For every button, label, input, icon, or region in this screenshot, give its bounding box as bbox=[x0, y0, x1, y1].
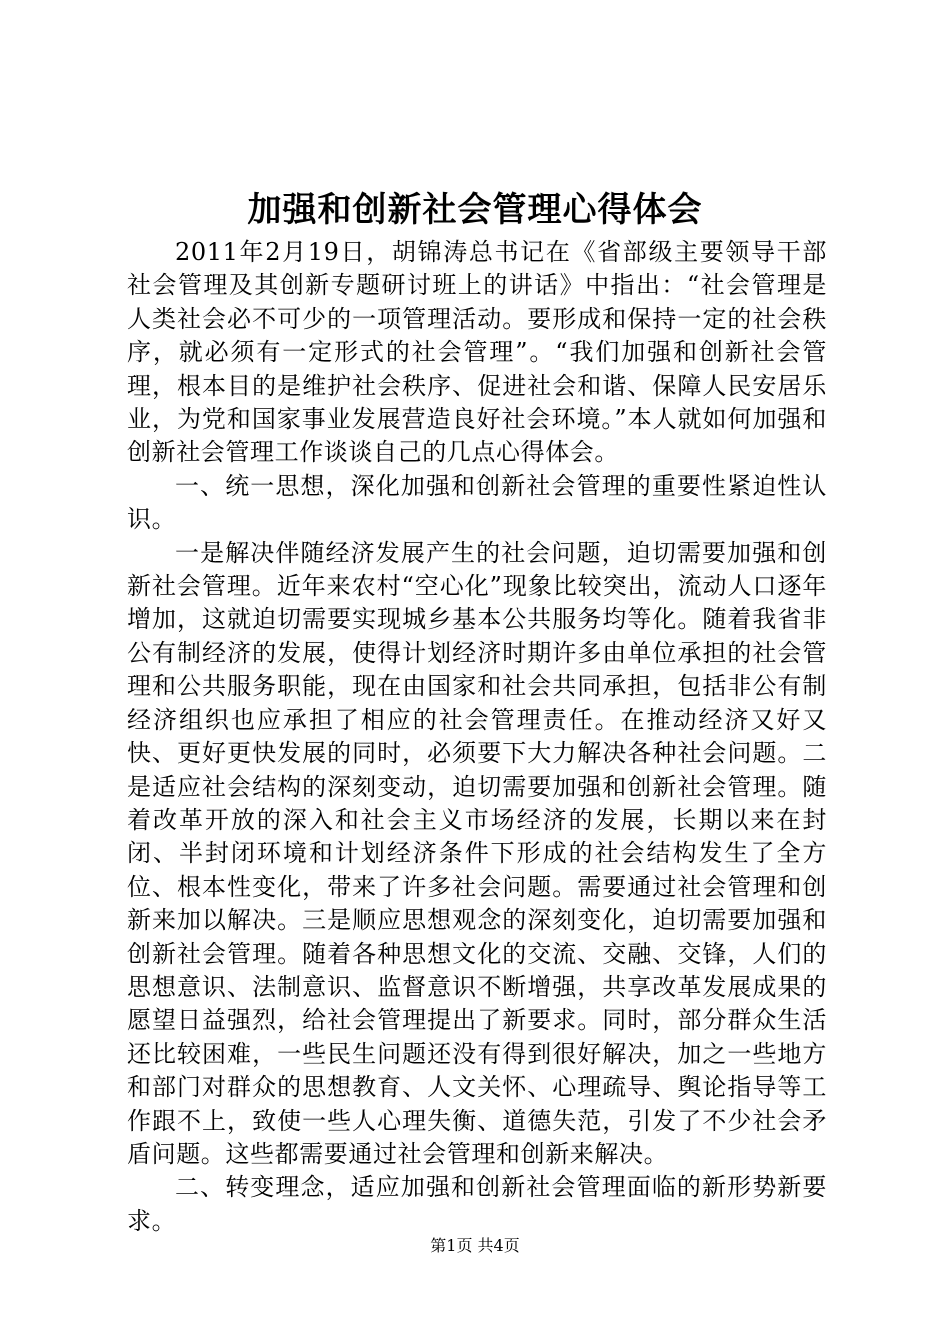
paragraph-intro: 2011年2月19日，胡锦涛总书记在《省部级主要领导干部社会管理及其创新专题研讨班上的讲话》中指出：“社会管理是人类社会必不可少的一项管理活动。要形成和保持一定的社会秩序，就必须有一定形式的社会管理”。“我们加强和创新社会管理，根本目的是维护社会秩序、促进社会和谐、保障人民安居乐业，为党和国家事业发展营造良好社会环境。”本人就如何加强和创新社会管理工作谈谈自己的几点心得体会。 bbox=[127, 238, 827, 467]
document-body bbox=[127, 236, 827, 1238]
paragraph-section-2-heading: 二、转变理念，适应加强和创新社会管理面临的新形势新要求。 bbox=[127, 1173, 827, 1235]
document-title: 加强和创新社会管理心得体会 bbox=[247, 190, 703, 230]
paragraph-section-1-heading: 一、统一思想，深化加强和创新社会管理的重要性紧迫性认识。 bbox=[127, 471, 827, 534]
paragraph-section-1-body: 一是解决伴随经济发展产生的社会问题，迫切需要加强和创新社会管理。近年来农村“空心化”现象比较突出，流动人口逐年增加，这就迫切需要实现城乡基本公共服务均等化。随着我省非公有制经济的发展，使得计划经济时期许多由单位承担的社会管理和公共服务职能，现在由国家和社会共同承担，包括非公有制经济组织也应承担了相应的社会管理责任。在推动经济又好又快、更好更快发展的同时，必须要下大力解决各种社会问题。二是适应社会结构的深刻变动，迫切需要加强和创新社会管理。随着改革开放的深入和社会主义市场经济的发展，长期以来在封闭、半封闭环境和计划经济条件下形成的社会结构发生了全方位、根本性变化，带来了许多社会问题。需要通过社会管理和创新来加以解决。三是顺应思想观念的深刻变化，迫切需要加强和创新社会管理。随着各种思想文化的交流、交融、交锋，人们的思想意识、法制意识、监督意识不断增强，共享改革发展成果的愿望日益强烈，给社会管理提出了新要求。同时，部分群众生活还比较困难，一些民生问题还没有得到很好解决，加之一些地方和部门对群众的思想教育、人文关怀、心理疏导、舆论指导等工作跟不上，致使一些人心理失衡、道德失范，引发了不少社会矛盾问题。这些都需要通过社会管理和创新来解决。 bbox=[127, 538, 827, 1168]
page-number-footer: 第1页 共4页 bbox=[430, 1236, 520, 1255]
